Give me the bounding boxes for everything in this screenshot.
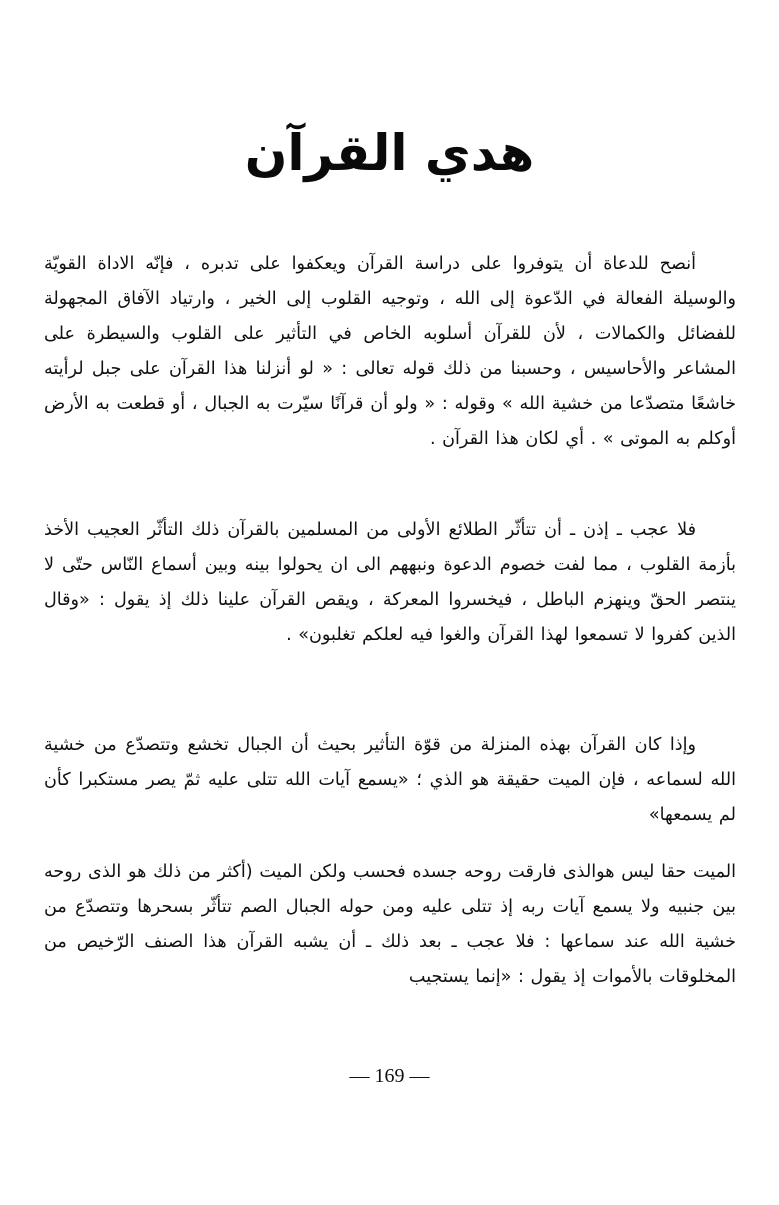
page-number: — 169 —: [349, 1065, 430, 1087]
paragraph-4: [44, 855, 736, 995]
page-title: هدي القرآن: [244, 124, 535, 182]
paragraph-3-text: وإذا كان القرآن بهذه المنزلة من قوّة التأثير بحيث أن الجبال تخشع وتتصدّع من خشية الله لسماعه ، فإن الميت حقيقة هو الذي ؛ «يسمع آيات الله تتلى عليه ثمّ يصر مستكبرا كأن لم يسمعها»: [44, 735, 736, 825]
paragraph-1: [44, 247, 736, 457]
paragraph-4-text: الميت حقا ليس هوالذى فارقت روحه جسده فحسب ولكن الميت (أكثر من ذلك هو الذى روحه بين جنبيه ولا يسمع آيات ربه إذ تتلى عليه ومن حوله الجبال الصم تتأثّر بسحرها وتتصدّع من خشية الله عند سماعها : فلا عجب ـ بعد ذلك ـ أن يشبه القرآن هذا الصنف الرّخيص من المخلوقات بالأموات إذ يقول : «إنما يستجيب: [44, 862, 736, 987]
paragraph-2: [44, 513, 736, 653]
paragraph-3: [44, 728, 736, 833]
paragraph-2-text: فلا عجب ـ إذن ـ أن تتأثّر الطلائع الأولى من المسلمين بالقرآن ذلك التأثّر العجيب الأخذ بأزمة القلوب ، مما لفت خصوم الدعوة ونبههم الى ان يحولوا بينه وبين أسماع النّاس حتّى لا ينتصر الحقّ وينهزم الباطل ، فيخسروا المعركة ، ويقص القرآن علينا ذلك إذ يقول : «وقال الذين كفروا لا تسمعوا لهذا القرآن والغوا فيه لعلكم تغلبون» .: [44, 520, 736, 645]
paragraph-1-text: أنصح للدعاة أن يتوفروا على دراسة القرآن ويعكفوا على تدبره ، فإنّه الاداة القويّة والوسيلة الفعالة في الدّعوة إلى الله ، وتوجيه القلوب إلى الخير ، وارتياد الآفاق المجهولة للفضائل والكمالات ، لأن للقرآن أسلوبه الخاص في التأثير على القلوب والسيطرة على المشاعر والأحاسيس ، وحسبنا من ذلك قوله تعالى : « لو أنزلنا هذا القرآن على جبل لرأيته خاشعًا متصدّعا من خشية الله » وقوله : « ولو أن قرآنًا سيّرت به الجبال ، أو قطعت به الأرض أوكلم به الموتى » . أي لكان هذا القرآن .: [44, 254, 736, 449]
